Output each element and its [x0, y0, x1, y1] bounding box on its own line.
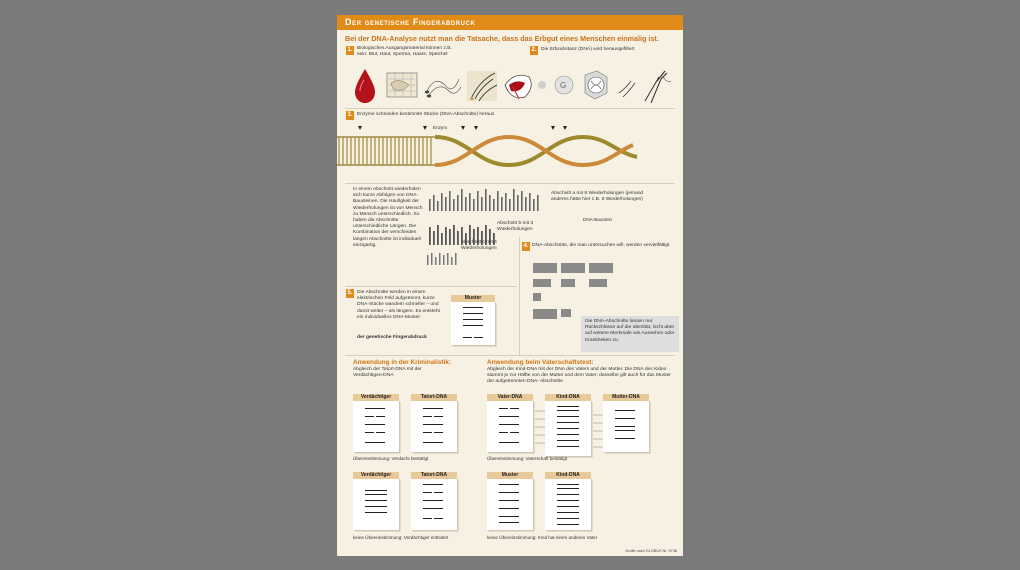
- credit: Grafik nach GLOBUS Nr. 9738: [625, 549, 677, 553]
- sperm-icon: [425, 79, 461, 98]
- band: [423, 432, 432, 433]
- infographic-poster: [337, 15, 683, 556]
- krim-match-result: Übereinstimmung: Verdacht bestätigt: [353, 456, 429, 461]
- band: [463, 319, 483, 320]
- band: [510, 432, 519, 433]
- step2-text: Die Erbsubstanz (DNA) wird herausgefiltert: [541, 47, 635, 52]
- band: [557, 440, 579, 441]
- card-label: Mutter-DNA: [603, 394, 649, 401]
- band: [615, 430, 635, 431]
- card-kind-dna-2: [545, 472, 591, 530]
- cut-marker: [563, 126, 567, 130]
- card-label: Tatort-DNA: [411, 472, 457, 479]
- band: [365, 512, 387, 513]
- band: [557, 494, 579, 495]
- card-tatort-dna-2: [411, 472, 457, 530]
- cut-marker: [461, 126, 465, 130]
- band: [423, 500, 443, 501]
- segment-a-label: Abschnitt a mit 8 Wiederholungen (jemand anderes hätte hier z.B. 6 Wiederholungen): [551, 191, 644, 203]
- band: [423, 416, 432, 417]
- title-bar: [337, 15, 683, 30]
- band: [499, 484, 519, 485]
- band: [376, 416, 385, 417]
- band: [557, 524, 579, 525]
- divider: [345, 286, 517, 287]
- vertical-divider: [519, 237, 520, 355]
- card-tatort-dna: [411, 394, 457, 452]
- band: [557, 428, 579, 429]
- band: [499, 432, 508, 433]
- band: [423, 484, 443, 485]
- card-label: Kind-DNA: [545, 394, 591, 401]
- dna-baustein-label: DNA-Baustein: [583, 217, 613, 222]
- segment-c-label: Abschnitt c mit 4 Wiederholungen: [461, 240, 497, 252]
- band: [615, 418, 635, 419]
- band: [499, 508, 519, 509]
- band: [557, 446, 579, 447]
- card-verdaechtiger: [353, 394, 399, 452]
- band: [557, 484, 579, 485]
- band: [499, 424, 519, 425]
- krim-nomatch-result: keine Übereinstimmung: Verdächtiger entlastet: [353, 535, 449, 540]
- card-label: Kind-DNA: [545, 472, 591, 479]
- divider: [345, 355, 675, 356]
- cut-marker: [551, 126, 555, 130]
- cut-marker: [423, 126, 427, 130]
- band: [365, 490, 387, 491]
- card-muster: [487, 472, 533, 530]
- band: [423, 408, 443, 409]
- krim-text: Abgleich der Tatort-DNA mit der Verdächtigen-DNA: [353, 367, 422, 379]
- page-title: Der genetische Fingerabdruck: [345, 17, 476, 27]
- band: [557, 434, 579, 435]
- band: [434, 518, 443, 519]
- card-label: Muster: [451, 295, 495, 302]
- band: [510, 408, 519, 409]
- band: [434, 416, 443, 417]
- step1-number: 1.: [347, 47, 353, 53]
- band: [434, 432, 443, 433]
- band: [365, 494, 387, 495]
- band: [434, 492, 443, 493]
- enzyme-label: Enzym: [433, 125, 448, 130]
- step5-text: Die Abschnitte werden in einem elektrischen Feld aufgetrennt, kurze DNA-Stücke wandern schneller – und damit weiter – als längere. Es entsteht ein individuelles DNA-Muster:: [357, 290, 440, 320]
- band: [423, 492, 432, 493]
- step3-number: 3.: [347, 112, 353, 118]
- band: [499, 442, 519, 443]
- band: [499, 416, 519, 417]
- band: [376, 432, 385, 433]
- band: [557, 506, 579, 507]
- band: [615, 426, 635, 427]
- band: [365, 408, 385, 409]
- cell-icon: [538, 76, 573, 94]
- step5-number: 5.: [347, 290, 353, 296]
- band: [499, 500, 519, 501]
- band: [474, 337, 483, 338]
- band: [365, 506, 387, 507]
- band: [365, 432, 374, 433]
- step3-text: Enzyme schneiden bestimmte Stücke (DNA-Abschnitte) heraus: [357, 112, 495, 117]
- band: [499, 408, 508, 409]
- band: [365, 500, 387, 501]
- band: [557, 416, 579, 417]
- card-label: Muster: [487, 472, 533, 479]
- fingerprint-label: der genetische Fingerabdruck: [357, 335, 427, 340]
- segment-b-label: Abschnitt b mit 3 Wiederholungen: [497, 221, 534, 233]
- card-vater-dna: [487, 394, 533, 452]
- dna-extraction-illustration: [533, 63, 677, 107]
- band: [557, 488, 579, 489]
- card-label: Verdächtiger: [353, 394, 399, 401]
- band: [463, 307, 483, 308]
- vater-match-result: Übereinstimmung: Vaterschaft bestätigt: [487, 456, 568, 461]
- step4-text: DNA-Abschnitte, die man untersuchen will, werden vervielfältigt: [532, 243, 670, 248]
- band: [463, 313, 483, 314]
- blood-drop-icon: [355, 69, 375, 103]
- divider: [345, 183, 675, 184]
- band: [365, 416, 374, 417]
- segment-c-bars: [427, 253, 457, 265]
- grey-note-text: Die DNA-Abschnitte lassen nur Rückschlüsse auf die Identität, nicht aber auf weitere Merkmale wie Aussehen oder Krankheiten zu.: [585, 319, 675, 343]
- band: [615, 410, 635, 411]
- helix-ladder: [337, 137, 435, 165]
- step1-text: Biologisches Ausgangsmaterial können z.B. sein: Blut, Haut, Sperma, Haare, Speichel: [357, 46, 452, 58]
- band: [423, 424, 443, 425]
- band: [423, 508, 443, 509]
- svg-text:G: G: [560, 81, 567, 90]
- tweezers-icon: [645, 71, 671, 103]
- vater-text: Abgleich der Kind-DNA mit der DNA des Vaters und der Mutter. Die DNA des Kides stammt je zur Hälfte von der Mutter und dem Vater; dasselbe gilt auch für das Muster der aufgetrennten DNA- Abschnitte: [487, 367, 671, 385]
- card-verdaechtiger-2: [353, 472, 399, 530]
- card-kind-dna: [545, 394, 591, 456]
- hair-icon: [467, 71, 497, 101]
- dna-double-helix: [337, 131, 683, 171]
- cut-marker: [474, 126, 478, 130]
- cut-marker: [358, 126, 362, 130]
- band: [463, 325, 483, 326]
- band: [423, 518, 432, 519]
- band: [615, 438, 635, 439]
- card-label: Vater-DNA: [487, 394, 533, 401]
- card-label: Tatort-DNA: [411, 394, 457, 401]
- band: [557, 410, 579, 411]
- step2-number: 2.: [531, 47, 537, 53]
- band: [557, 512, 579, 513]
- divider: [345, 108, 675, 109]
- skin-sample-icon: [387, 73, 417, 97]
- band: [365, 424, 385, 425]
- step4-number: 4.: [523, 243, 529, 249]
- band: [423, 442, 443, 443]
- band: [499, 516, 519, 517]
- repeat-info-text: In einem Abschnitt wiederholen sich kurze Abfolgen von DNA-Bausteinen. Die Häufigkeit der Wiederholungen ist von Mensch zu Mensch unterschiedlich. So haben die Abschnitte unterschiedliche Längen. Die Kombination der verschieden langen Abschnitte ist individuell einzigartig.: [353, 187, 423, 248]
- subtitle: Bei der DNA-Analyse nutzt man die Tatsache, dass das Erbgut eines Menschen einmalig ist.: [345, 34, 659, 43]
- vater-nomatch-result: keine Übereinstimmung: Kind hat einen anderen Vater: [487, 535, 598, 540]
- muster-card: [451, 295, 495, 345]
- band: [365, 442, 385, 443]
- mouth-saliva-icon: [505, 75, 531, 99]
- band: [463, 337, 472, 338]
- band: [557, 406, 579, 407]
- card-mutter-dna: [603, 394, 649, 452]
- vater-heading: Anwendung beim Vaterschaftstest:: [487, 359, 594, 366]
- dna-strand-icon: [619, 81, 635, 97]
- card-label: Verdächtiger: [353, 472, 399, 479]
- segment-a-bars: [429, 189, 539, 211]
- sample-illustrations: [345, 65, 535, 105]
- cell-nucleus-icon: [585, 71, 607, 99]
- band: [557, 422, 579, 423]
- amplified-copies: [533, 263, 613, 319]
- band: [499, 522, 519, 523]
- band: [557, 500, 579, 501]
- band: [557, 518, 579, 519]
- band: [499, 492, 519, 493]
- krim-heading: Anwendung in der Kriminalistik:: [353, 359, 451, 366]
